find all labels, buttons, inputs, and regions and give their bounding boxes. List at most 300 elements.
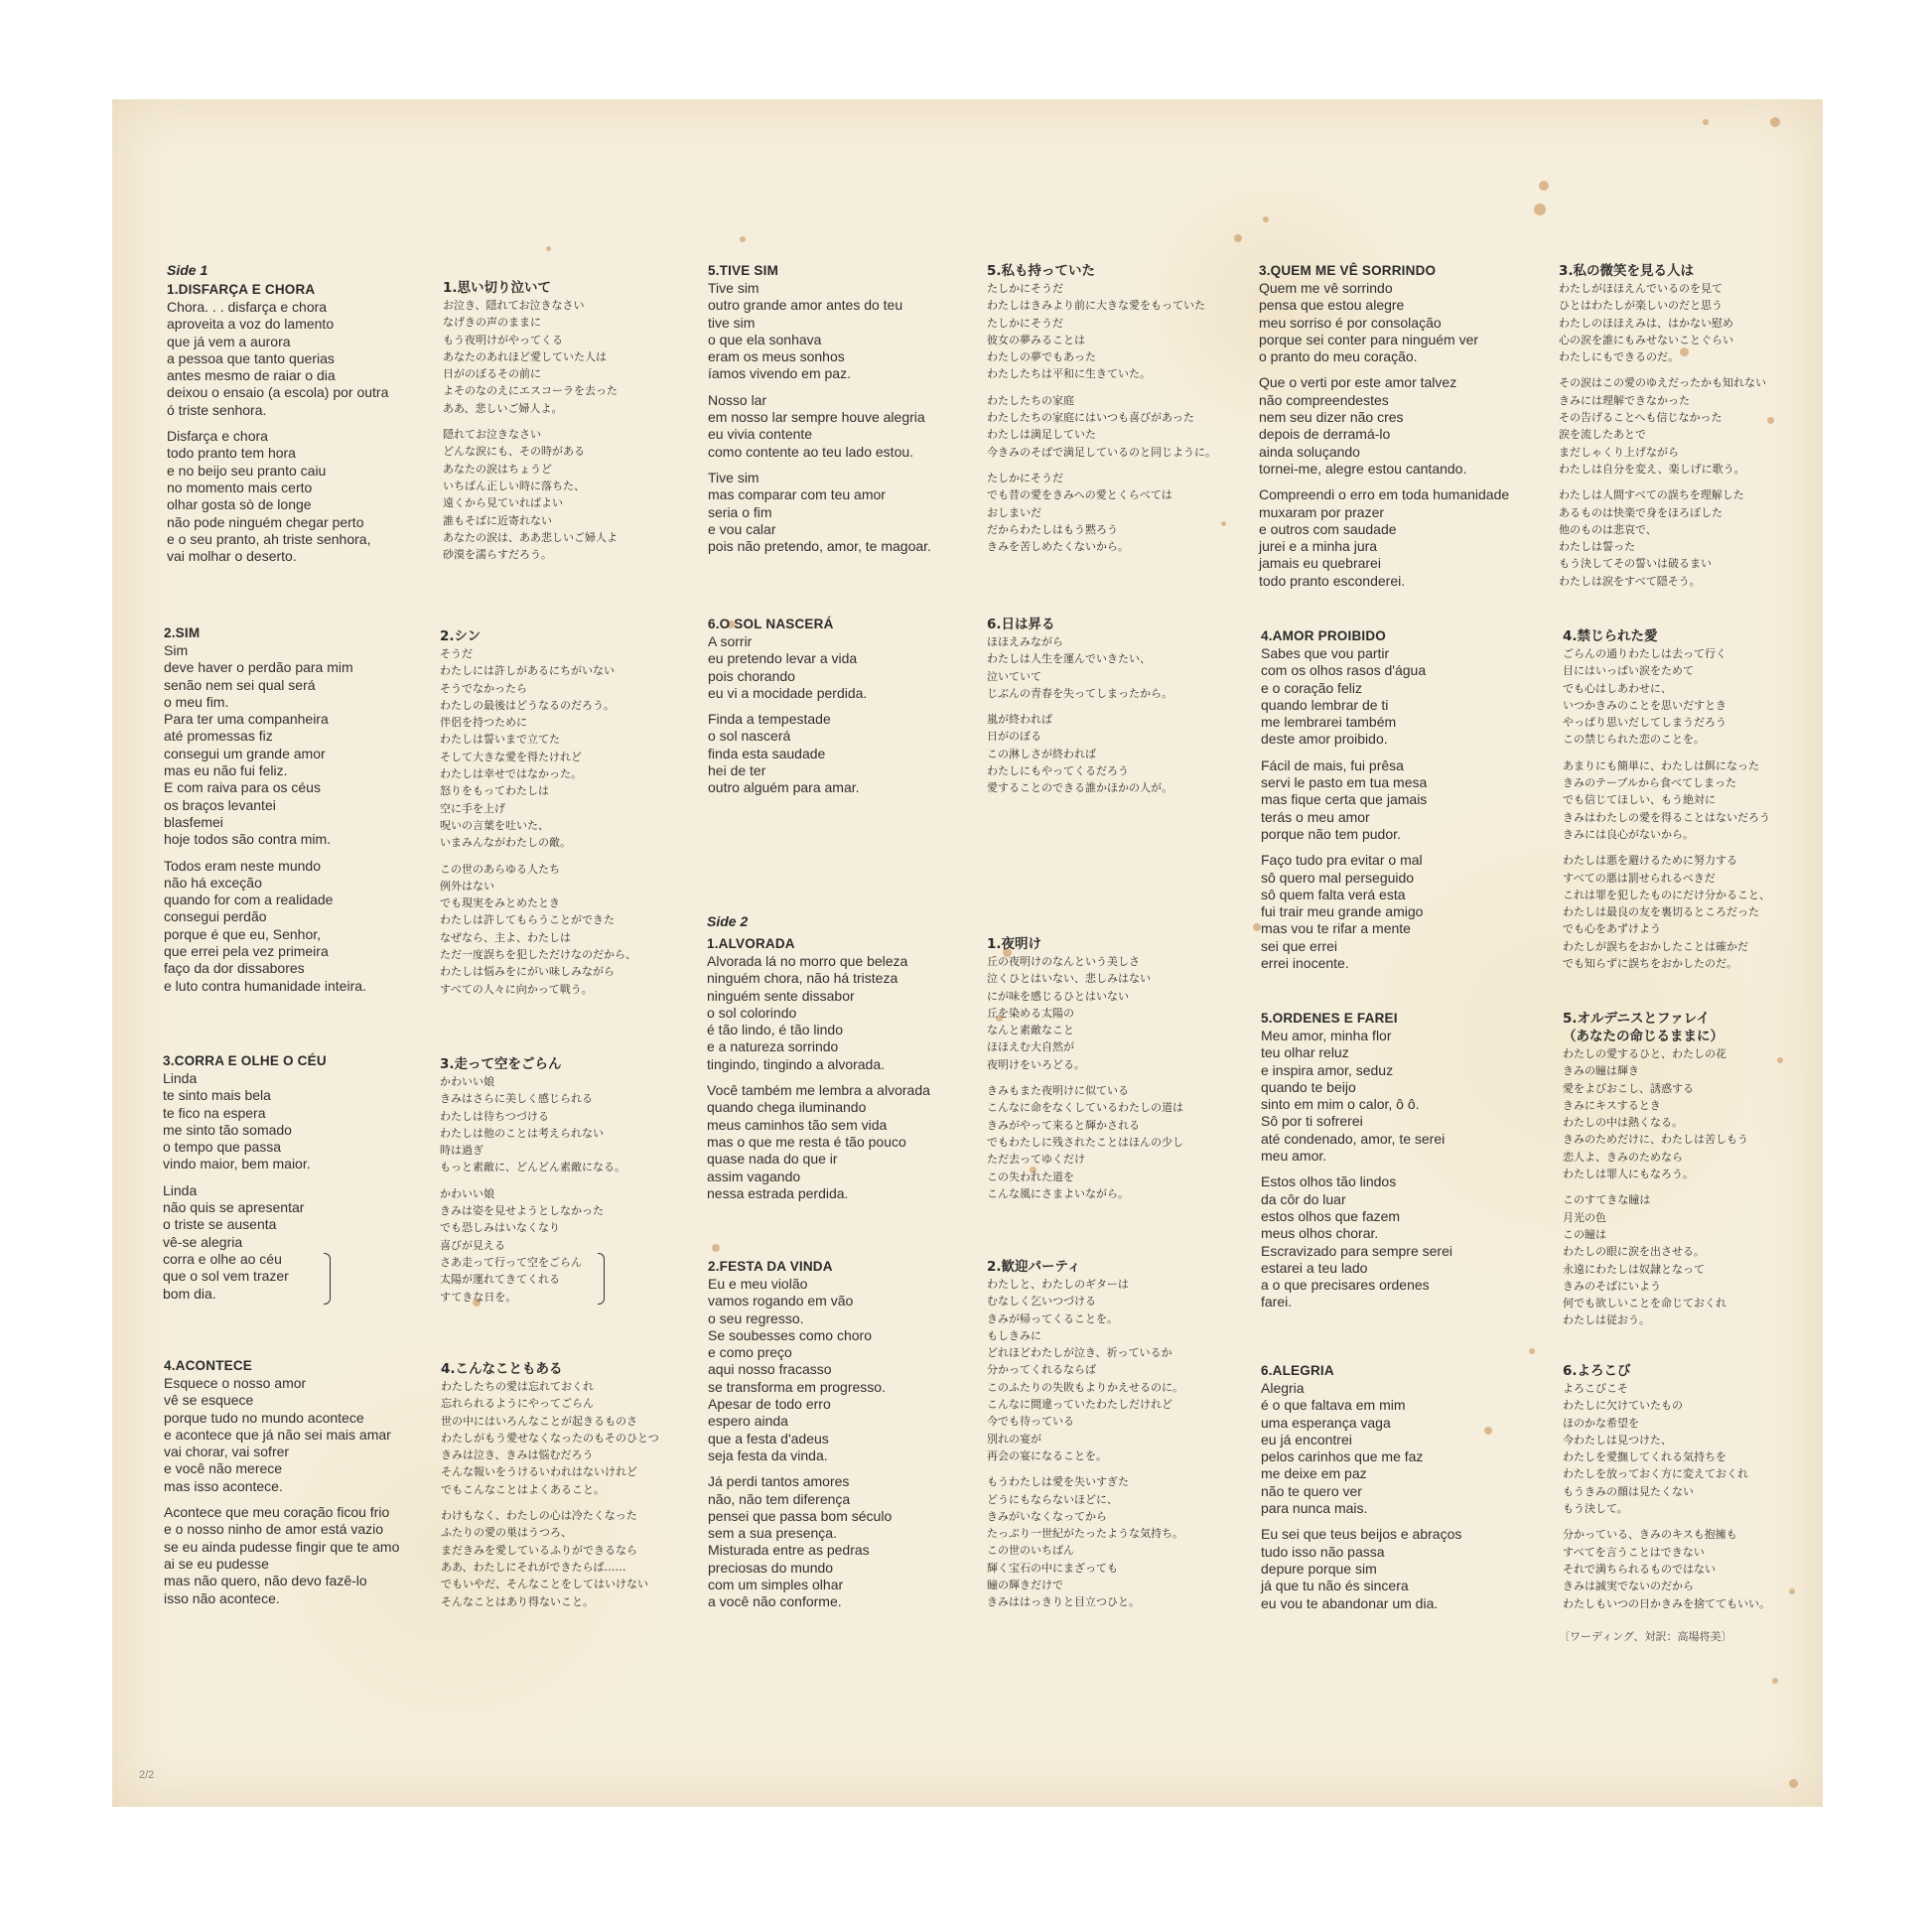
lyric-line: Nosso lar [708,391,767,408]
lyric-line: ただ一度誤ちを犯しただけなのだから、 [440,948,636,962]
age-spot [1772,1678,1778,1684]
lyric-line: senão nem sei qual será [164,676,316,693]
song-block-kangei-party [987,1258,1183,1611]
lyric-line: Chora. . . disfarça e chora [167,299,328,315]
lyric-line: でも知らずに誤ちをおかしたのだ。 [1563,957,1737,971]
stanza [1563,1526,1770,1611]
lyric-line: 他のものは悲哀で、 [1559,522,1657,536]
lyric-line: vê se esquece [164,1392,254,1409]
lyric-line: きみのためだけに、わたしは苦しもう [1563,1133,1748,1147]
lyric-line: わたしはきみより前に大きな愛をもっていた [987,299,1205,313]
lyric-line: e vou calar [708,520,776,537]
stanza [708,1473,892,1610]
lyric-line: きみがいなくなってから [987,1509,1107,1523]
lyric-line: com um simples olhar [708,1577,844,1593]
lyric-line: vê-se alegria [163,1233,243,1250]
lyric-line: 今でも待っている [987,1415,1074,1429]
lyric-line: 愛することのできる誰かほかの人が。 [987,781,1173,795]
song-title: 2.歓迎パーティ [987,1259,1081,1275]
stanza [1261,1380,1461,1517]
lyric-line: antes mesmo de raiar o dia [167,367,336,384]
lyric-line: きみははっきりと目立つひと。 [987,1595,1140,1609]
lyric-line: 目にはいっぱい涙をためて [1563,664,1694,678]
lyric-line: いつかきみのことを思いだすとき [1563,698,1726,712]
lyric-line: A sorrir [708,633,753,649]
lyric-line: o que ela sonhava [708,331,822,347]
lyric-line: porque é que eu, Senhor, [164,925,322,942]
lyric-line: なぜなら、主よ、わたしは [440,930,571,944]
song-block-omoikiri-naite [443,279,618,563]
lyric-line: eu vi a mocidade perdida. [708,684,868,701]
lyric-line: きみはさらに美しく感じられる [440,1092,593,1106]
age-spot [546,246,551,251]
age-spot [1770,117,1780,127]
side-2-label: Side 2 [707,913,749,929]
lyric-line: なんと素敵なこと [987,1024,1074,1037]
lyric-line: mas vou te rifar a mente [1261,920,1411,937]
lyric-line: meu sorriso é por consolação [1259,314,1442,331]
side-2-label-wrap [707,911,748,933]
lyric-line: sem a sua presença. [708,1525,837,1542]
lyric-line: わたしは誓いまで立てた [440,733,560,747]
lyric-line: porque tudo no mundo acontece [164,1409,364,1426]
lyric-line: きみもまた夜明けに似ている [987,1084,1129,1098]
lyric-line: todo pranto esconderei. [1259,572,1406,589]
song-title: 3.QUEM ME VÊ SORRINDO [1259,263,1437,278]
lyric-line: ああ、わたしにそれができたらば…… [441,1560,626,1574]
stanza [708,470,931,555]
lyric-line: ninguém sente dissabor [707,987,855,1004]
lyric-line: 分かってくれるならば [987,1363,1096,1377]
lyric-line: でも心をあずけよう [1563,922,1661,936]
lyric-line: vindo maior, bem maior. [163,1156,311,1172]
lyric-line: この淋しさが終われば [987,747,1096,760]
lyric-line: でも心はしあわせに、 [1563,681,1672,695]
lyric-line: 遠くから見ていればよい [443,496,563,510]
age-spot [1484,1427,1492,1435]
lyric-line: わたしの夢でもあった [987,350,1096,364]
song-block-disfarca-e-chora [167,281,388,565]
lyric-line: aproveita a voz do lamento [167,316,335,333]
lyric-line: すべての悪は罰せられるべきだ [1563,871,1716,885]
stanza [1563,757,1770,843]
lyric-line: たしかにそうだ [987,471,1063,484]
lyric-line: o triste se ausenta [163,1216,277,1233]
lyric-line: きみがやって来ると輝かされる [987,1118,1140,1132]
song-title: 6.日は昇る [987,617,1055,632]
lyric-line: estarei a teu lado [1261,1259,1368,1276]
lyric-line: なげきの声のままに [443,316,541,330]
song-block-watashi-no-bisho [1559,262,1766,590]
bracket-mark [598,1253,605,1305]
lyric-line: te fico na espera [163,1104,266,1121]
lyric-line: quando te beijo [1261,1078,1356,1095]
stanza [443,297,618,417]
song-title: 4.AMOR PROIBIDO [1261,628,1387,643]
lyric-line: Todos eram neste mundo [164,857,321,874]
lyric-line: vai chorar, vai sofrer [164,1444,290,1460]
song-title: 4.こんなこともある [441,1361,563,1377]
stanza [707,953,930,1073]
lyric-line: 夜明けをいろどる。 [987,1057,1085,1071]
lyric-line: かわいい娘 [440,1186,494,1200]
lyric-line: 丘を染める太陽の [987,1006,1074,1020]
lyric-line: 今きみのそばで満足しているのと同じように。 [987,445,1216,459]
lyric-line: ほのかな希望を [1563,1416,1639,1430]
song-block-o-sol-nascera [708,616,867,797]
lyric-line: 例外はない [440,879,494,893]
lyric-line: sinto em mim o calor, ô ô. [1261,1096,1420,1113]
lyric-line: 砂漠を濡らすだろう。 [443,548,552,562]
song-title: 6.よろこび [1563,1363,1631,1379]
lyric-line: わたしが誤ちをおかしたことは確かだ [1563,939,1748,953]
lyric-line: seria o fim [708,503,772,520]
lyric-line: Já perdi tantos amores [708,1473,850,1490]
stanza [164,1375,399,1495]
lyric-line: Apesar de todo erro [708,1396,831,1413]
lyric-line: porque sei conter para ninguém ver [1259,331,1479,347]
lyric-line: tornei-me, alegre estou cantando. [1259,460,1467,477]
lyric-line: sei que errei [1261,937,1338,954]
lyric-line: consegui um grande amor [164,745,326,761]
lyric-line: espero ainda [708,1413,788,1430]
lyric-line: o seu regresso. [708,1309,804,1326]
lyric-line: preciosas do mundo [708,1559,834,1576]
song-title: 6.ALEGRIA [1261,1363,1334,1378]
lyric-line: mas o que me resta é tão pouco [707,1133,906,1150]
lyric-line: 彼女の夢みることは [987,333,1085,346]
stanza [163,1182,327,1303]
lyric-line: よそのなのえにエスコーラを去った [443,384,618,398]
lyric-line: やっぱり思いだしてしまうだろう [1563,716,1726,730]
song-block-hi-wa-noboru [987,616,1173,797]
lyric-line: よろこびこそ [1563,1382,1628,1395]
lyric-line: わたしがもう愛せなくなったのもそのひとつ [441,1431,659,1445]
lyric-line: e a natureza sorrindo [707,1038,839,1055]
lyric-line: わたしたちは平和に生きていた。 [987,367,1151,381]
lyric-line: わたしの中は熱くなる。 [1563,1116,1683,1130]
lyric-line: もうわたしは愛を失いすぎた [987,1475,1129,1489]
stanza [1559,486,1766,590]
stanza [441,1507,659,1610]
lyric-line: 今わたしは見つけた、 [1563,1433,1672,1446]
lyric-line: vamos rogando em vão [708,1293,854,1309]
lyric-line: o sol colorindo [707,1004,797,1021]
lyric-line: Acontece que meu coração ficou frio [164,1504,390,1521]
lyric-line: おしまいだ [987,505,1041,519]
lyric-line: わたしに欠けていたもの [1563,1399,1683,1413]
lyric-line: jamais eu quebrarei [1259,555,1381,572]
lyric-line: わたしもいつの日かきみを捨ててもいい。 [1563,1596,1770,1610]
lyric-line: わたしたちの家庭 [987,393,1074,407]
lyric-line: 空に手を上げ [440,801,505,815]
stanza [707,1082,930,1202]
lyric-line: me sinto tão somado [163,1121,292,1138]
lyric-line: わたしたちの家庭にはいつも喜びがあった [987,411,1194,425]
lyric-line: わたしの最後はどうなるのだろう。 [440,698,615,712]
stanza [708,392,931,461]
lyric-line: pensei que passa bom século [708,1507,893,1524]
lyric-line: でも信じてほしい、もう絶対に [1563,793,1716,807]
song-block-ordenisu-to-farei [1563,1010,1748,1329]
lyric-line: hei de ter [708,762,766,779]
lyric-line: その告げることへも信じなかった [1559,411,1723,425]
lyric-line: 世の中にはいろんなことが起きるものさ [441,1414,637,1428]
age-spot [1777,1057,1783,1063]
lyric-line: não, não tem diferença [708,1490,851,1507]
age-spot [1703,119,1709,125]
lyric-line: きみには良心がないから。 [1563,827,1694,841]
lyric-line: Eu e meu violão [708,1276,808,1292]
song-block-corra-e-olhe-o-ceu [163,1052,327,1303]
lyric-line: ó triste senhora. [167,401,267,418]
lyric-line: bom dia. [163,1285,216,1302]
lyric-line: nessa estrada perdida. [707,1184,849,1201]
stanza [987,953,1183,1073]
lyric-line: que errei pela vez primeira [164,943,329,960]
lyric-line: わたしがほほえんでいるのを見て [1559,282,1723,295]
lyric-line: こんなに間違っていたわたしだけれど [987,1398,1173,1412]
lyric-line: seja festa da vinda. [708,1446,828,1463]
lyric-line: mas comparar com teu amor [708,486,886,503]
lyric-line: uma esperança vaga [1261,1414,1391,1431]
lyric-line: Escravizado para sempre serei [1261,1242,1452,1259]
stanza [1261,645,1427,749]
lyric-line: se transforma em progresso. [708,1378,886,1395]
lyric-line: どれほどわたしが泣き、祈っているか [987,1346,1173,1360]
lyric-line: わたしは悪を避けるために努力する [1563,854,1737,868]
lyric-line: ふたりの愛の巣はうつろ、 [441,1526,572,1540]
lyric-line: já que tu não és sincera [1261,1578,1409,1594]
lyric-line: Que o verti por este amor talvez [1259,374,1457,391]
lyric-line: このふたりの失敗もよりかえせるのに。 [987,1380,1183,1394]
lyric-line: Se soubesses como choro [708,1326,872,1343]
lyric-line: pois não pretendo, amor, te magoar. [708,538,931,555]
lyric-line: この瞳は [1563,1227,1606,1241]
lyric-line: ainda soluçando [1259,443,1360,460]
lyric-line: sô quem falta verá esta [1261,886,1406,902]
lyric-line: ただ去ってゆくだけ [987,1153,1085,1167]
lyric-line: se eu ainda pudesse fingir que te amo [164,1538,400,1555]
lyric-line: da côr do luar [1261,1190,1346,1207]
lyric-line: ああ、悲しいご婦人よ。 [443,401,563,415]
stanza [1563,645,1770,749]
lyric-line: e luto contra humanidade inteira. [164,977,366,994]
lyric-line: que o sol vem trazer [163,1268,289,1285]
lyric-line: わたしは従おう。 [1563,1313,1650,1327]
lyric-line: finda esta saudade [708,745,826,761]
lyric-line: Você também me lembra a alvorada [707,1082,930,1099]
song-title: 2.SIM [164,625,201,640]
lyric-line: むなしく乞いつづける [987,1295,1096,1308]
stanza [987,1276,1183,1464]
stanza [440,1073,625,1176]
stanza [987,1473,1183,1610]
lyric-line: Disfarça e chora [167,428,268,445]
lyric-line: まだきみを愛しているふりができるなら [441,1543,637,1557]
lyric-line: ほほえむ大自然が [987,1040,1074,1054]
song-title: 3.私の微笑を見る人は [1559,263,1695,279]
lyric-line: ninguém chora, não há tristeza [707,970,898,987]
lyric-line: Esquece o nosso amor [164,1375,307,1391]
lyric-line: eu pretendo levar a vida [708,650,858,667]
lyric-line: tudo isso não passa [1261,1543,1385,1560]
lyric-line: もう決して。 [1563,1502,1628,1516]
stanza [164,1504,399,1607]
age-spot [1234,234,1242,242]
lyric-line: que a festa d'adeus [708,1430,829,1446]
lyric-line: 愛をよびおこし、誘惑する [1563,1081,1694,1095]
song-title: 5.オルデニスとファレイ （あなたの命じるままに） [1563,1011,1724,1044]
lyric-line: mas não quero, não devo fazê-lo [164,1573,367,1589]
lyric-line: にが味を感じるひとはいない [987,989,1129,1003]
lyric-line: 嵐が終われば [987,713,1052,727]
lyric-line: o tempo que passa [163,1139,282,1156]
song-title: 1.夜明け [987,936,1042,952]
lyric-line: わたしと、わたしのギターは [987,1278,1129,1291]
lyric-line: faço da dor dissabores [164,960,305,977]
lyric-line: そんな報いをうけるいわれはないけれど [441,1465,637,1479]
lyric-line: あなたのあれほど愛していた人は [443,349,607,363]
lyric-line: この禁じられた恋のことを。 [1563,733,1705,747]
lyric-line: assim vagando [707,1168,801,1184]
lyric-line: deixou o ensaio (a escola) por outra [167,384,389,401]
lyric-line: E com raiva para os céus [164,779,321,796]
lyric-line: outro grande amor antes do teu [708,297,903,314]
lyric-line: きみは誠実でないのだから [1563,1580,1694,1593]
lyric-line: 忘れられるようにやってごらん [441,1397,594,1411]
lyric-line: até promessas fiz [164,728,273,745]
lyric-line: me lembrarei também [1261,714,1397,731]
song-block-yorokobi [1563,1362,1770,1612]
stanza [987,633,1173,702]
side-1-label-wrap [167,260,207,282]
lyric-line: わたしは自分を変え、楽しげに歌う。 [1559,462,1745,476]
lyric-line: 月光の色 [1563,1210,1606,1224]
lyric-line: todo pranto tem hora [167,445,296,462]
lyric-line: nem seu dizer não cres [1259,409,1404,426]
lyric-line: fui trair meu grande amigo [1261,903,1424,920]
song-title: 4.ACONTECE [164,1358,253,1373]
stanza [443,426,618,563]
lyric-line: quando chega iluminando [707,1099,867,1116]
lyric-line: わたしを放っておく方に変えておくれ [1563,1467,1748,1481]
lyric-line: 心の涙を誰にもみせないことぐらい [1559,333,1733,346]
stanza [708,633,867,702]
lyric-line: quando lembrar de ti [1261,696,1389,713]
lyric-line: 時は過ぎ [440,1144,483,1158]
stanza [1259,486,1509,590]
lyric-line: この世のあらゆる人たち [440,862,560,876]
lyric-line: mas isso acontece. [164,1477,283,1494]
lyric-line: deve haver o perdão para mim [164,659,353,676]
lyric-line: íamos vivendo em paz. [708,365,851,382]
lyric-line: この失われた道を [987,1170,1074,1183]
lyric-line: como contente ao teu lado estou. [708,443,914,460]
lyric-line: あまりにも簡単に、わたしは餌になった [1563,758,1759,772]
lyric-line: きみにキスするとき [1563,1098,1661,1112]
lyric-line: deste amor proibido. [1261,731,1388,748]
lyric-line: この世のいちばん [987,1544,1074,1558]
lyric-line: e como preço [708,1344,792,1361]
lyric-line: わたしは満足していた [987,428,1096,442]
lyric-line: eram os meus sonhos [708,348,845,365]
lyric-line: わたしは悩みをにがい味しみながら [440,965,615,979]
lyric-line: mas eu não fui feliz. [164,762,288,779]
lyric-line: Compreendi o erro em toda humanidade [1259,486,1510,503]
lyric-line: 瞳の輝きだけで [987,1579,1063,1592]
lyric-line: わたしは人間すべての誤ちを理解した [1559,488,1744,502]
stanza [708,280,931,383]
stanza [1563,1380,1770,1517]
lyric-line: 分かっている、きみのキスも抱擁も [1563,1528,1737,1542]
song-title: 3.走って空をごらん [440,1056,562,1072]
lyric-line: でも昔の愛をきみへの愛とくらべては [987,488,1173,502]
lyric-line: meu amor. [1261,1148,1327,1165]
song-title: 5.TIVE SIM [708,263,779,278]
stanza [440,861,636,998]
age-spot [740,236,746,242]
song-block-watashi-mo-motteita [987,262,1216,555]
stanza [1261,757,1427,843]
lyric-line: blasfemei [164,813,223,830]
lyric-line: Quem me vê sorrindo [1259,280,1393,296]
lyric-line: 丘の夜明けのなんという美しさ [987,955,1140,968]
song-title: 5.私も持っていた [987,263,1096,279]
stanza [987,280,1216,383]
lyric-line: servi le pasto em tua mesa [1261,774,1428,791]
lyric-line: まだしゃくり上げながら [1559,445,1679,459]
lyric-line: no momento mais certo [167,479,313,495]
lyric-line: このすてきな瞳は [1563,1193,1651,1207]
song-block-ordenes-e-farei [1261,1010,1452,1311]
stanza [1261,1173,1452,1310]
lyric-line: じぶんの青春を失ってしまったから。 [987,686,1173,700]
song-block-yoake [987,935,1183,1202]
lyric-line: até condenado, amor, te serei [1261,1130,1446,1147]
lyric-line: não te quero ver [1261,1482,1362,1499]
lyric-line: わたしは誓った [1559,540,1635,554]
lyric-line: e o seu pranto, ah triste senhora, [167,530,371,547]
lyric-line: 呪いの言葉を吐いた、 [440,818,549,832]
side-1-label: Side 1 [167,262,208,278]
lyric-line: すべてを言うことはできない [1563,1545,1705,1559]
lyric-line: tive sim [708,314,756,331]
lyric-line: os braços levantei [164,796,276,813]
song-block-amor-proibido [1261,627,1427,972]
lyric-line: あるものは快楽で身をほろぼした [1559,505,1723,519]
lyric-line: たしかにそうだ [987,282,1063,295]
stanza [1559,374,1766,478]
lyric-line: sô quero mal perseguido [1261,869,1415,886]
page-number: 2/2 [139,1769,155,1781]
lyric-line: quando for com a realidade [164,892,334,908]
song-title: 1.思い切り泣いて [443,280,552,296]
lyric-line: 日がのぼるその前に [443,367,541,381]
lyric-line: 怒りをもってわたしは [440,784,549,798]
song-block-sim [164,624,366,995]
lyric-line: com os olhos rasos d'água [1261,662,1427,679]
lyric-line: depois de derramá-lo [1259,426,1391,443]
lyric-line: consegui perdão [164,908,267,925]
lyric-line: terás o meu amor [1261,808,1370,825]
lyric-line: わたしにもできるのだ。 [1559,350,1679,364]
song-block-festa-da-vinda [708,1258,892,1611]
lyric-line: não compreendestes [1259,391,1389,408]
lyric-line: もっと素敵に、どんどん素敵になる。 [440,1161,625,1174]
bracket-mark [324,1253,331,1305]
lyric-line: でもわたしに残されたことはほんの少し [987,1135,1183,1149]
